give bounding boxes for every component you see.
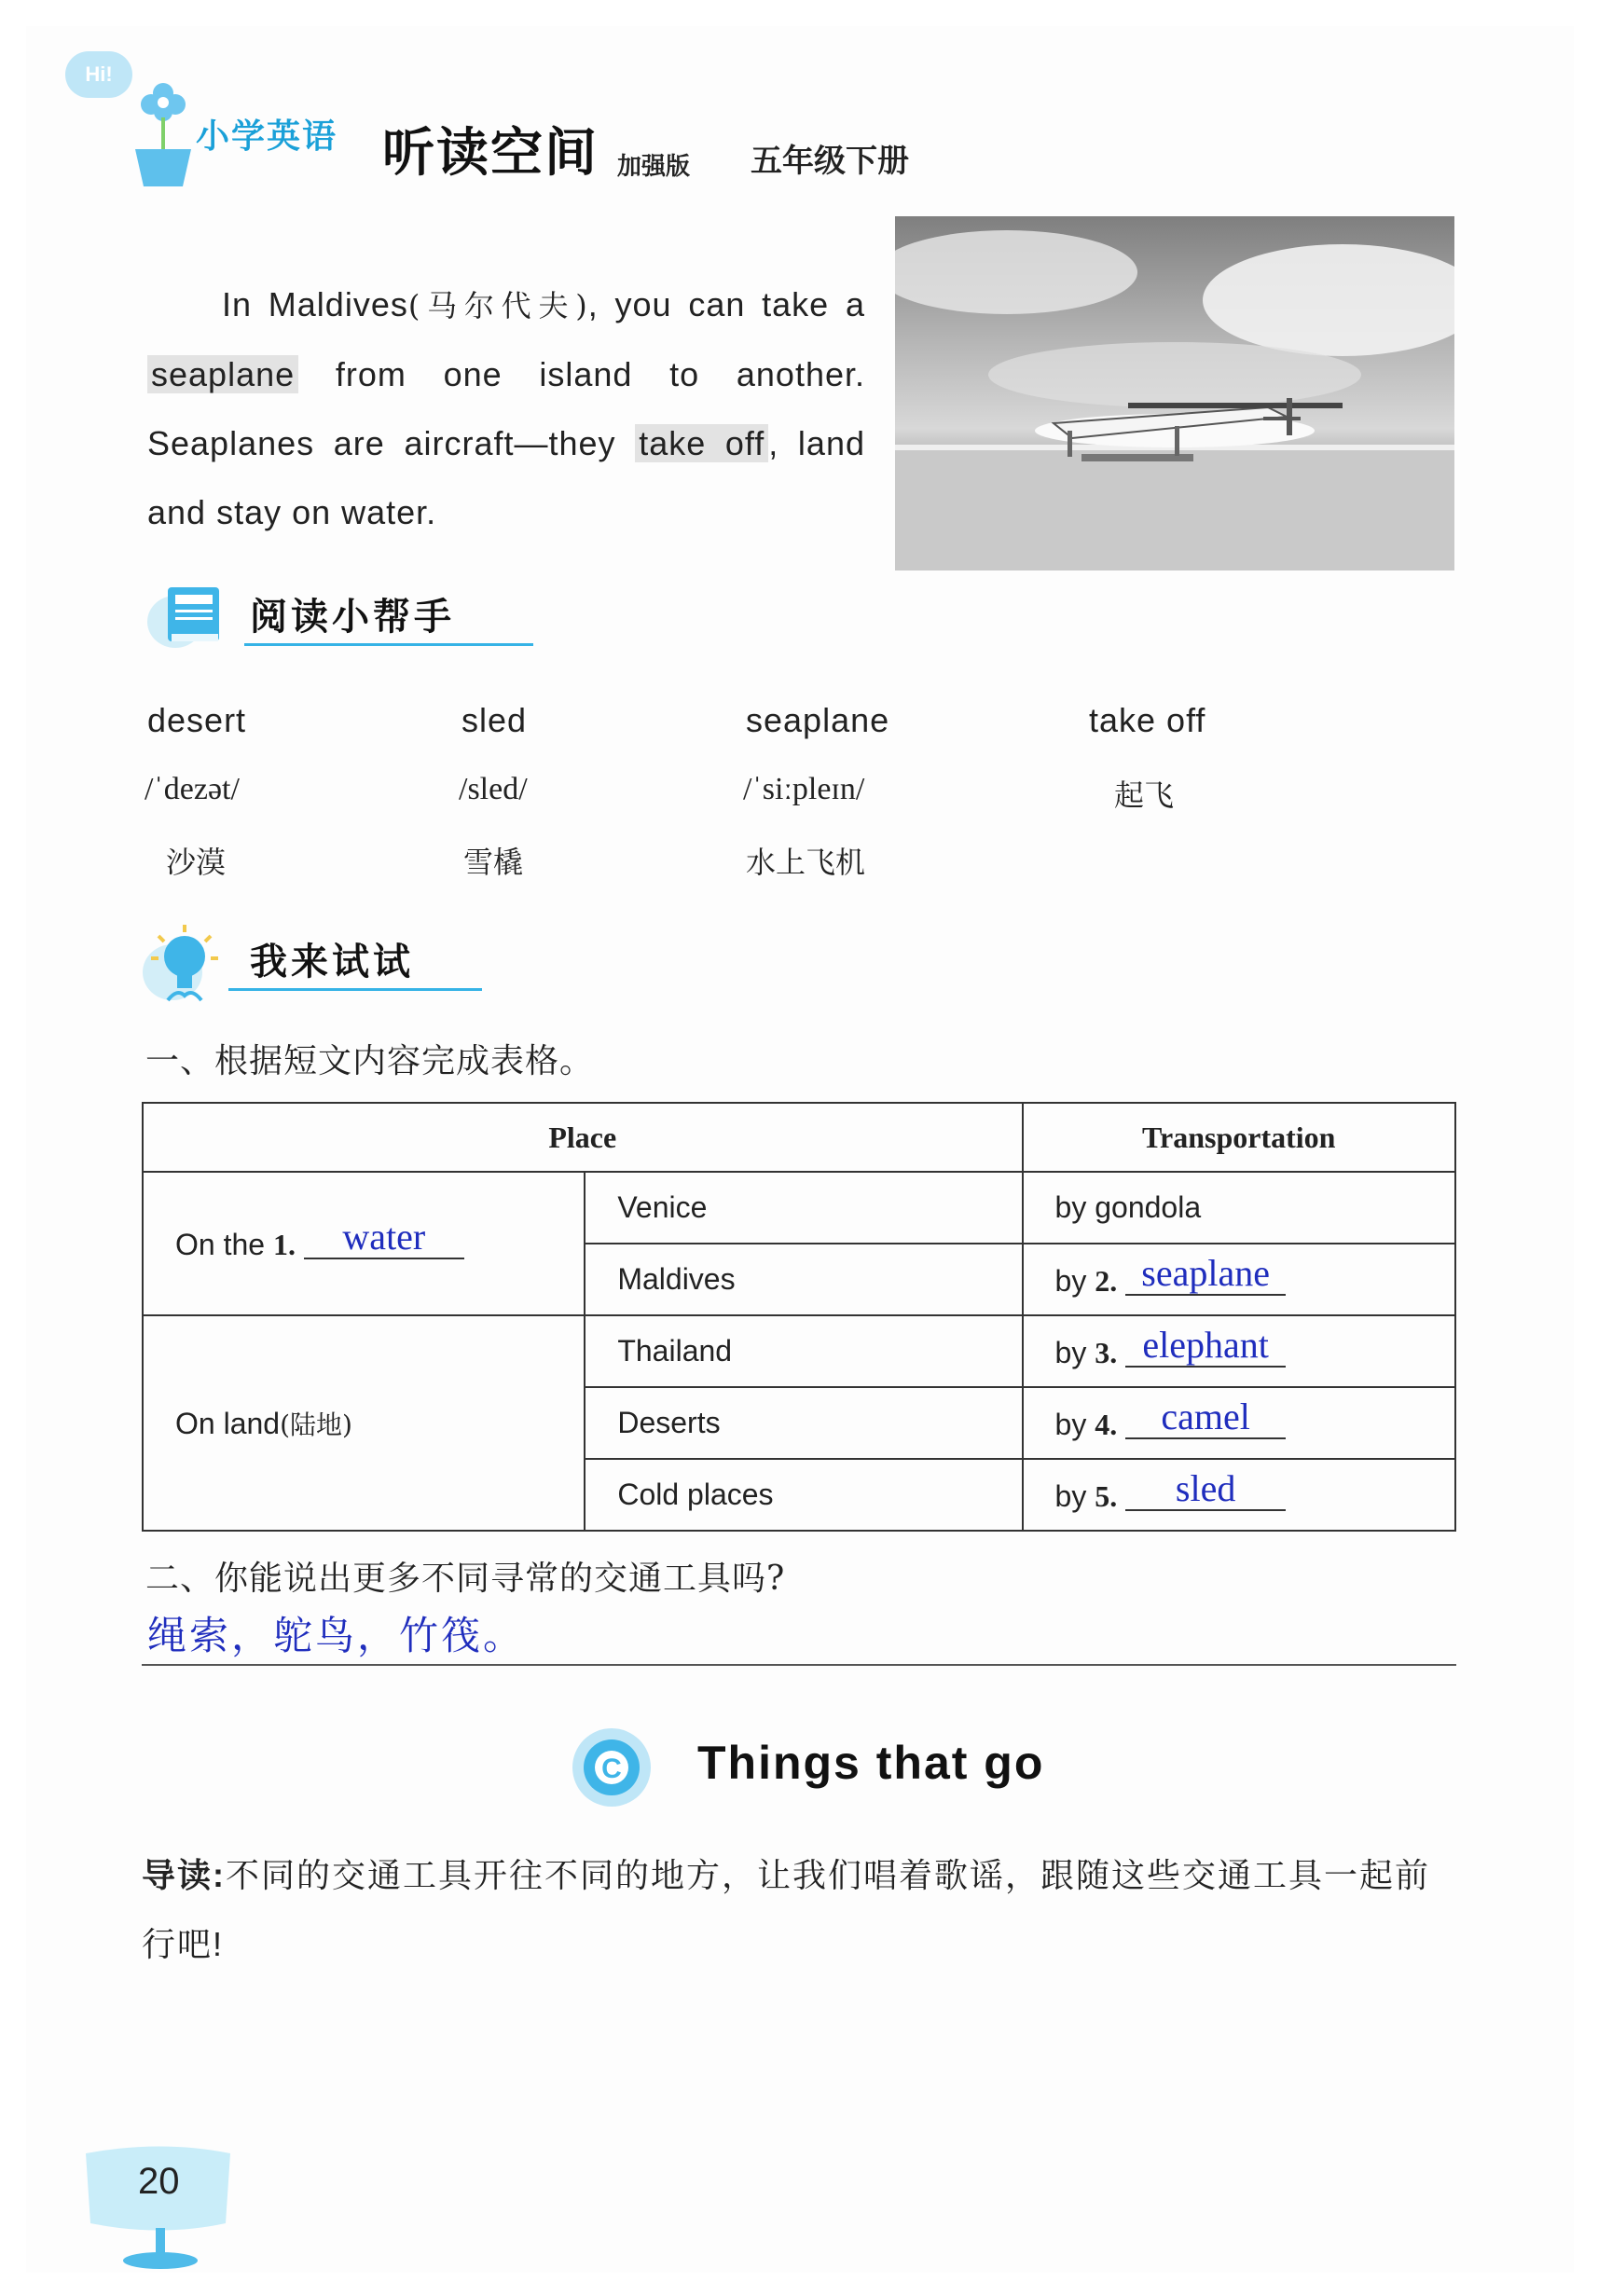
lightbulb-icon	[140, 921, 228, 1007]
reading-helper-heading: 阅读小帮手	[250, 597, 455, 638]
question-2: 二、你能说出更多不同寻常的交通工具吗?	[145, 1560, 786, 1598]
vocab-word: desert	[147, 701, 247, 739]
vocab-phonetic: /ˈdezət/	[145, 772, 240, 806]
by-label: by	[1054, 1478, 1087, 1513]
book-icon	[147, 580, 236, 650]
place-cell: Thailand	[585, 1315, 1022, 1387]
by-label: by	[1054, 1263, 1087, 1298]
intro-text: , you can take a	[587, 285, 865, 323]
vocab-meaning: 起飞	[1114, 777, 1175, 813]
guide-text: 不同的交通工具开往不同的地方，让我们唱着歌谣，跟随这些交通工具一起前行吧!	[142, 1856, 1431, 1963]
group-on-land	[143, 1315, 585, 1531]
question-1: 一、根据短文内容完成表格。	[145, 1042, 595, 1080]
blank-number: 2.	[1095, 1263, 1118, 1298]
group-on-water	[143, 1172, 585, 1315]
answer-blank[interactable]: camel	[1125, 1396, 1286, 1439]
blank-number: 1.	[272, 1228, 296, 1261]
by-label: by	[1054, 1335, 1087, 1369]
place-cell: Venice	[585, 1172, 1022, 1244]
vocab-word: sled	[461, 701, 528, 739]
seaplane-photo-image	[895, 216, 1454, 571]
transport-cell	[1023, 1387, 1455, 1459]
song-title: Things that go	[697, 1737, 1045, 1789]
vocab-meaning: 水上飞机	[746, 845, 866, 880]
heading-underline	[244, 643, 533, 646]
question-2-answer[interactable]: 绳索，鸵鸟，竹筏。	[147, 1613, 526, 1658]
group-label-cn: (陆地)	[280, 1409, 352, 1440]
highlight-take-off: take off	[635, 424, 768, 462]
blank-number: 3.	[1095, 1335, 1118, 1369]
place-cell: Deserts	[585, 1387, 1022, 1459]
transport-cell	[1023, 1315, 1455, 1387]
group-label: On land	[175, 1406, 281, 1440]
page-number-tab-icon	[76, 2135, 240, 2279]
guide-label: 导读:	[142, 1856, 226, 1894]
group-label: On the	[175, 1228, 266, 1261]
vocab-meaning: 沙漠	[166, 845, 227, 880]
col-header-transportation: Transportation	[1023, 1103, 1455, 1172]
answer-blank[interactable]: elephant	[1125, 1325, 1286, 1368]
series-subtitle: 小学英语	[196, 117, 338, 155]
place-cell: Cold places	[585, 1459, 1022, 1531]
page-number: 20	[138, 2161, 180, 2202]
answer-blank[interactable]: sled	[1125, 1468, 1286, 1511]
vocab-phonetic: /sled/	[459, 772, 528, 806]
transport-cell: by gondola	[1023, 1172, 1455, 1244]
edition-label: 加强版	[617, 152, 691, 180]
vocab-word: seaplane	[746, 701, 890, 739]
intro-text-cn: (马尔代夫)	[407, 288, 588, 323]
hi-badge: Hi!	[65, 51, 132, 98]
intro-text: , land and stay on water.	[147, 424, 865, 531]
transport-table	[142, 1102, 1456, 1532]
answer-blank[interactable]: seaplane	[1125, 1253, 1286, 1296]
blank-number: 5.	[1095, 1478, 1118, 1513]
intro-text: from one island to another. Seaplanes are aircraft—they	[147, 355, 865, 462]
seaplane-photo	[895, 216, 1454, 571]
vocab-meaning: 雪橇	[463, 845, 524, 880]
col-header-place: Place	[143, 1103, 1023, 1172]
flowerpot-logo-icon	[121, 73, 196, 189]
intro-passage	[147, 270, 865, 547]
try-it-heading: 我来试试	[250, 942, 414, 983]
place-cell: Maldives	[585, 1244, 1022, 1315]
transport-cell	[1023, 1244, 1455, 1315]
song-c-icon	[569, 1725, 654, 1810]
series-title: 听读空间	[382, 123, 599, 182]
blank-number: 4.	[1095, 1407, 1118, 1441]
guide-paragraph	[142, 1841, 1456, 1979]
table-row	[143, 1172, 1455, 1244]
table-header-row	[143, 1103, 1455, 1172]
answer-blank[interactable]: water	[304, 1217, 464, 1259]
vocab-phonetic: /ˈsiːpleɪn/	[743, 772, 865, 806]
answer-line	[142, 1664, 1456, 1666]
table-row	[143, 1315, 1455, 1387]
transport-cell	[1023, 1459, 1455, 1531]
grade-label: 五年级下册	[751, 144, 909, 179]
vocab-word: take off	[1089, 701, 1206, 739]
song-icon-letter: C	[601, 1753, 622, 1784]
by-label: by	[1054, 1407, 1087, 1441]
intro-text: In Maldives	[222, 285, 408, 323]
heading-underline	[228, 988, 482, 991]
highlight-seaplane: seaplane	[147, 355, 298, 393]
